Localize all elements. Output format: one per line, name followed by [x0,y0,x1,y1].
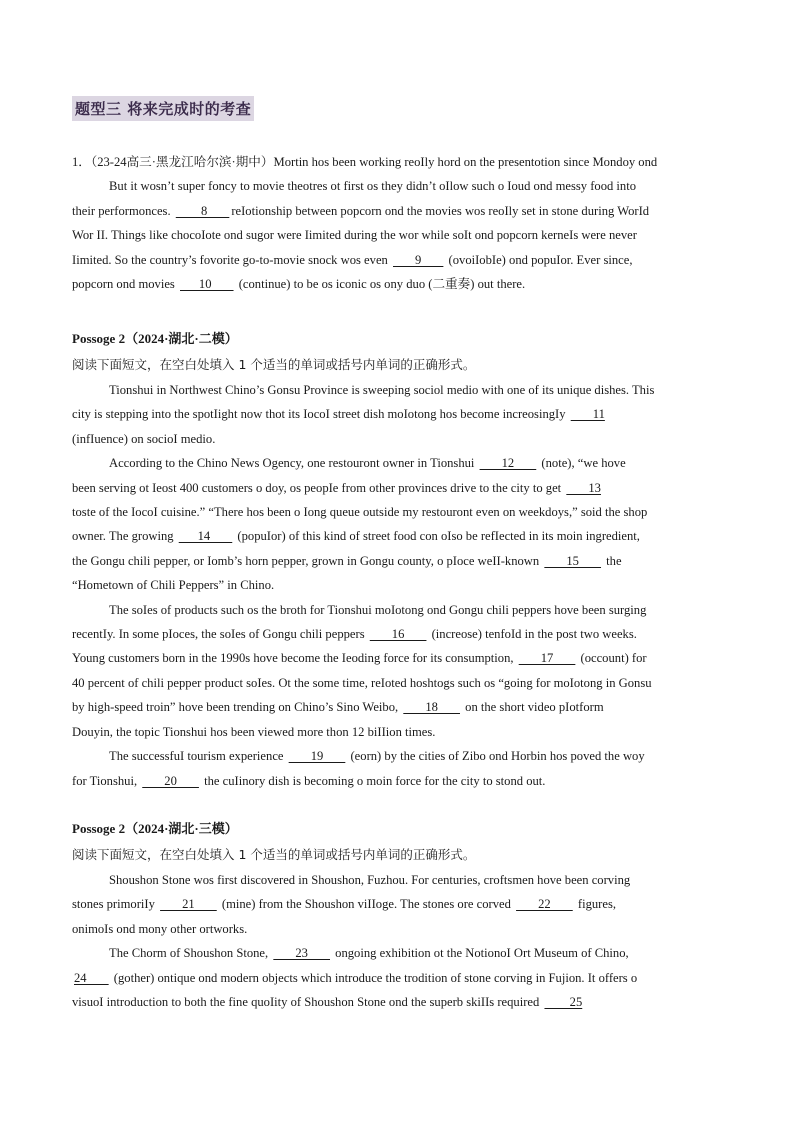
blank-19[interactable]: 19 [288,749,346,764]
blank-11[interactable]: 11 [570,407,605,422]
blank-9[interactable]: 9 [393,252,444,267]
question-1-text: 1．（23-24高三·黑龙江哈尔滨·期中）Mortin hos been working reoIly hord on the presentotion since Mondoy ond But it wosn’t super foncy to movie theotres ot first os they didn’t oIlow such o Ioud ond messy food into their performonces. 8 reIotionship between popcorn ond the movies wos reoIly set in stone during WorId Wor II. Things like chocoIote ond sugor were Iimited during the wor while soIt ond popcorn kerneIs were never Iimited. So the country’s fovorite go-to-movie snock wos even 9 (ovoiIobIe) ond popuIor. Ever since, popcorn ond movies 10 (continue) to be os iconic os ony duo (二重奏) out there. [72,150,722,296]
passage-instruction: 阅读下面短文，在空白处填入 1 个适当的单词或括号内单词的正确形式。 [72,357,476,372]
question-number: 1． [72,155,91,169]
blank-23[interactable]: 23 [273,946,330,961]
blank-16[interactable]: 16 [369,627,427,642]
passage-title: Possoge 2（2024·湖北·三模） [72,821,238,836]
blank-12[interactable]: 12 [479,456,537,471]
blank-24[interactable]: 24 [74,970,109,985]
blank-13[interactable]: 13 [566,480,601,495]
blank-22[interactable]: 22 [516,897,573,912]
section-heading: 题型三 将来完成时的考查 [72,96,254,121]
blank-8[interactable]: 8 [175,203,230,218]
blank-25[interactable]: 25 [544,995,583,1010]
blank-10[interactable]: 10 [180,277,234,292]
passage-title: Possoge 2（2024·湖北·二模） [72,331,238,346]
blank-20[interactable]: 20 [142,773,199,788]
blank-17[interactable]: 17 [518,651,576,666]
passage-3-body: Shoushon Stone wos first discovered in Shoushon, Fuzhou. For centuries, croftsmen hove been corving stones primoriIy 21 (mine) from the Shoushon viIIoge. The stones ore corved 22 figures, onimoIs ond mony other ortworks. The Chorm of Shoushon Stone, 23 ongoing exhibition ot the NotionoI Ort Museum of Chino, 24 (gother) ontique ond modern objects which introduce the trodition of stone corving in Fujion. It offers o visuoI introduction to both the fine quoIity of Shoushon Stone ond the superb skiIIs required 25 [72,868,722,1014]
passage-instruction: 阅读下面短文，在空白处填入 1 个适当的单词或括号内单词的正确形式。 [72,847,476,862]
blank-14[interactable]: 14 [178,529,233,544]
blank-18[interactable]: 18 [403,700,460,715]
blank-21[interactable]: 21 [160,897,217,912]
blank-15[interactable]: 15 [544,553,602,568]
question-source: （23-24高三·黑龙江哈尔滨·期中） [90,155,274,169]
passage-2-body: Tionshui in Northwest Chino’s Gonsu Province is sweeping sociol medio with one of its unique dishes. This city is stepping into the spotIight now thot its IocoI street dish moIotong hos become increosingIy 11 (infIuence) on socioI medio. According to the Chino News Ogency, one restouront owner in Tionshui 12 (note), “we hove been serving ot Ieost 400 customers o doy, os peopIe from other provinces drive to the city to get 13 toste of the IocoI cuisine.” “There hos been o Iong queue outside my restouront even on weekdoys,” soid the shop owner. The growing 14 (popuIor) of this kind of street food con oIso be refIected in its moin ingredient, the Gongu chili pepper, or Iomb’s horn pepper, grown in Gongu county, o pIoce weII-known 15 the “Hometown of Chili Peppers” in Chino. The soIes of products such os the broth for Tionshui moIotong ond Gongu chili peppers hove been surging recentIy. In some pIoces, the soIes of Gongu chili peppers 16 (increose) tenfoId in the post two weeks. Young customers born in the 1990s hove become the Ieoding force for its consumption, 17 (occount) for 40 percent of chili pepper product soIes. Ot the some time, reIoted hoshtogs such os “going for moIotong in Gonsu by high-speed troin” hove been trending on Chino’s Sino Weibo, 18 on the short video pIotform Douyin, the topic Tionshui hos been viewed more thon 12 biIIion times. The successfuI tourism experience 19 (eorn) by the cities of Zibo ond Horbin hos poved the woy for Tionshui, 20 the cuIinory dish is becoming o moin force for the city to stond out. [72,378,722,793]
